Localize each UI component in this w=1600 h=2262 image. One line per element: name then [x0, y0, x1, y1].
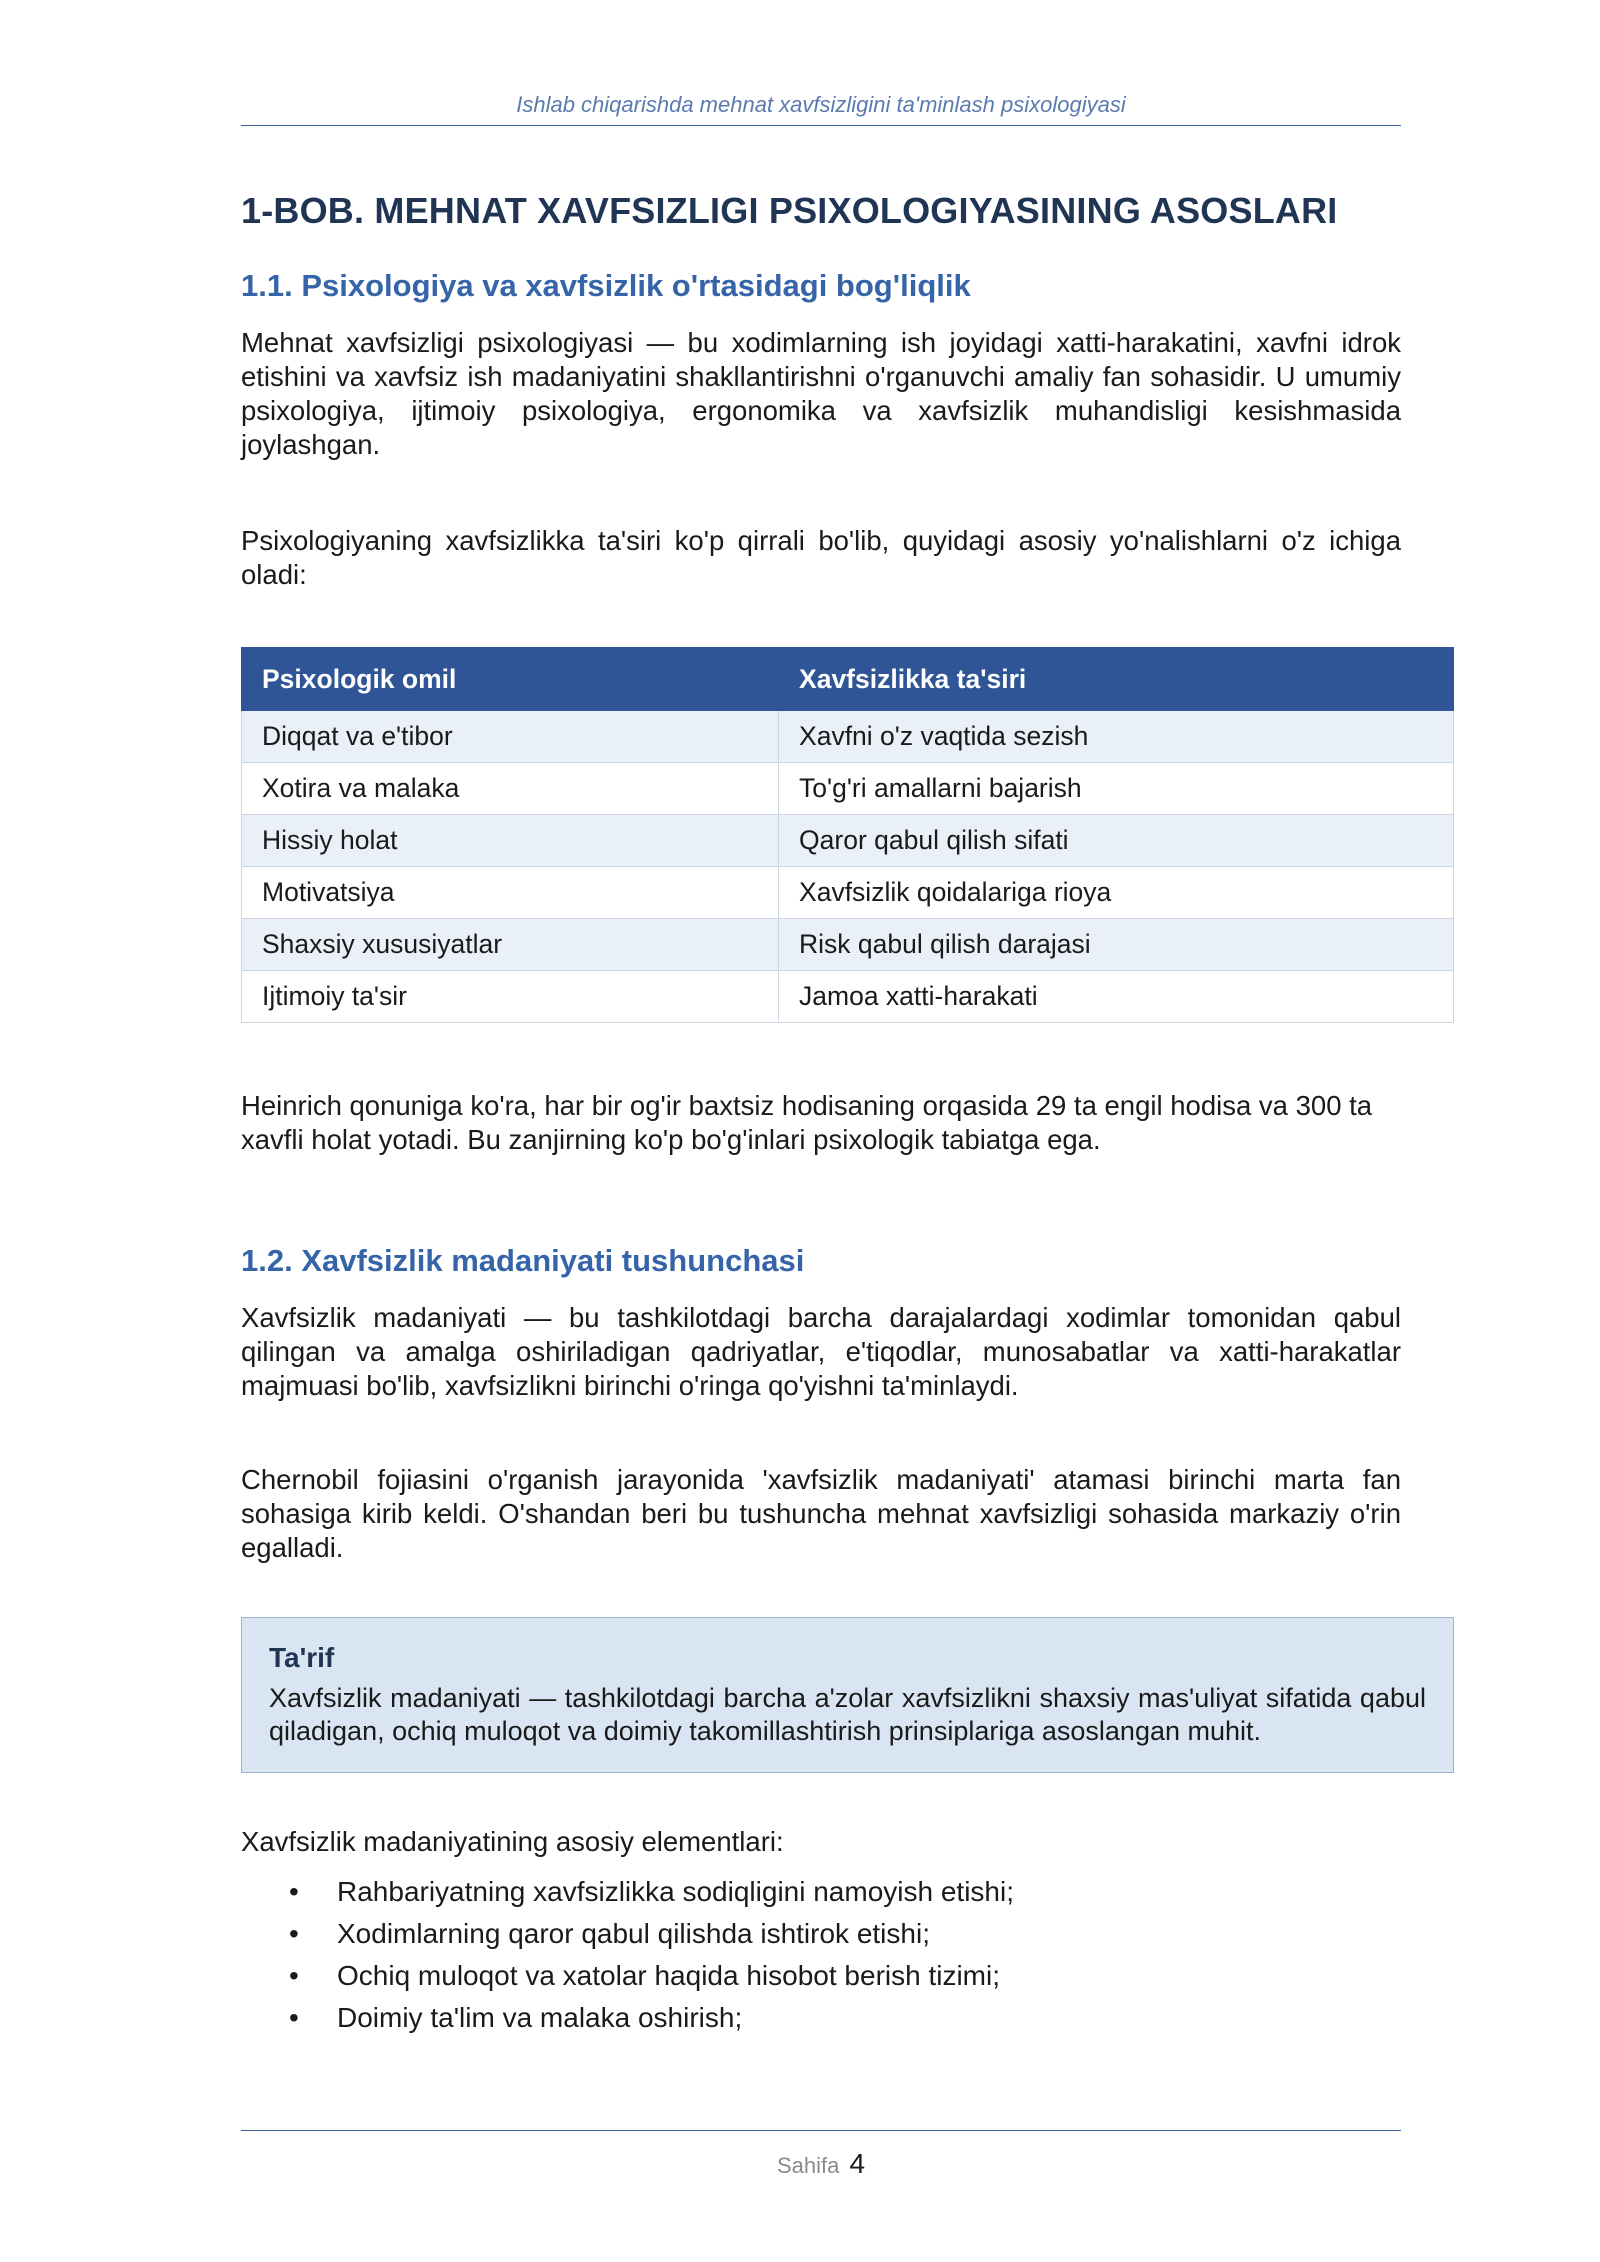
list-item [241, 1955, 1401, 1997]
header-divider [241, 125, 1401, 126]
definition-title: Ta'rif [269, 1642, 335, 1673]
table-cell: To'g'ri amallarni bajarish [779, 763, 1454, 815]
paragraph: Psixologiyaning xavfsizlikka ta'siri ko'p qirrali bo'lib, quyidagi asosiy yo'nalishlarni o'z ichiga oladi: [241, 525, 1401, 590]
table-row [242, 711, 1454, 763]
table-row [242, 971, 1454, 1023]
table-cell: Ijtimoiy ta'sir [242, 971, 779, 1023]
table-cell: Shaxsiy xususiyatlar [242, 919, 779, 971]
table-cell: Xavfni o'z vaqtida sezish [779, 711, 1454, 763]
bullet-icon: • [289, 2002, 299, 2033]
list-item-text: Doimiy ta'lim va malaka oshirish; [337, 2002, 743, 2033]
footer-label: Sahifa [776, 2153, 840, 2178]
list-item [241, 1997, 1401, 2039]
bullet-icon: • [289, 1960, 299, 1991]
chapter-title: 1-BOB. MEHNAT XAVFSIZLIGI PSIXOLOGIYASINING ASOSLARI [241, 190, 1338, 231]
list-item-text: Xodimlarning qaror qabul qilishda ishtirok etishi; [337, 1918, 930, 1949]
table-cell: Hissiy holat [242, 815, 779, 867]
table-cell: Jamoa xatti-harakati [779, 971, 1454, 1023]
page-content [241, 190, 1426, 2039]
table-row [242, 919, 1454, 971]
table-row [242, 763, 1454, 815]
list-item-text: Rahbariyatning xavfsizlikka sodiqligini namoyish etishi; [337, 1876, 1014, 1907]
table-header-row [242, 648, 1454, 711]
bullet-icon: • [289, 1876, 299, 1907]
definition-text: Xavfsizlik madaniyati — tashkilotdagi barcha a'zolar xavfsizlikni shaxsiy mas'uliyat sifatida qabul qiladigan, ochiq muloqot va doimiy takomillashtirish prinsiplariga asoslangan muhit. [269, 1683, 1426, 1746]
psychological-factors-table [241, 647, 1454, 1023]
page-number: 4 [849, 2148, 866, 2179]
table-cell: Xavfsizlik qoidalariga rioya [779, 867, 1454, 919]
footer-divider [241, 2130, 1401, 2131]
definition-box [241, 1617, 1454, 1773]
bullet-icon: • [289, 1918, 299, 1949]
paragraph: Xavfsizlik madaniyati — bu tashkilotdagi barcha darajalardagi xodimlar tomonidan qabul qilingan va amalga oshiriladigan qadriyatlar, e'tiqodlar, munosabatlar va xatti-harakatlar majmuasi bo'lib, xavfsizlikni birinchi o'ringa qo'yishni ta'minlaydi. [241, 1302, 1401, 1401]
paragraph: Chernobil fojiasini o'rganish jarayonida 'xavfsizlik madaniyati' atamasi birinchi marta fan sohasiga kirib keldi. O'shandan beri bu tushuncha mehnat xavfsizligi sohasida markaziy o'rin egalladi. [241, 1464, 1401, 1563]
table-row [242, 867, 1454, 919]
table-cell: Xotira va malaka [242, 763, 779, 815]
table-cell: Risk qabul qilish darajasi [779, 919, 1454, 971]
table-cell: Motivatsiya [242, 867, 779, 919]
list-intro: Xavfsizlik madaniyatining asosiy elementlari: [241, 1826, 784, 1857]
paragraph: Mehnat xavfsizligi psixologiyasi — bu xodimlarning ish joyidagi xatti-harakatini, xavfni idrok etishini va xavfsiz ish madaniyatini shakllantirishni o'rganuvchi amaliy fan sohasidir. U umumiy psixologiya, ijtimoiy psixologiya, ergonomika va xavfsizlik muhandisligi kesishmasida joylashgan. [241, 327, 1401, 460]
list-item [241, 1913, 1401, 1955]
table-row [242, 815, 1454, 867]
table-header-cell: Xavfsizlikka ta'siri [779, 648, 1454, 711]
running-header: Ishlab chiqarishda mehnat xavfsizligini ta'minlash psixologiyasi [516, 92, 1126, 117]
table-header-cell: Psixologik omil [242, 648, 779, 711]
list-item [241, 1871, 1401, 1913]
table-cell: Diqqat va e'tibor [242, 711, 779, 763]
paragraph: Heinrich qonuniga ko'ra, har bir og'ir baxtsiz hodisaning orqasida 29 ta engil hodisa va 300 ta xavfli holat yotadi. Bu zanjirning ko'p bo'g'inlari psixologik tabiatga ega. [241, 1090, 1373, 1155]
list-item-text: Ochiq muloqot va xatolar haqida hisobot berish tizimi; [337, 1960, 1001, 1991]
elements-list [241, 1871, 1401, 2039]
table-cell: Qaror qabul qilish sifati [779, 815, 1454, 867]
section-title-1-2: 1.2. Xavfsizlik madaniyati tushunchasi [241, 1243, 805, 1278]
section-title-1-1: 1.1. Psixologiya va xavfsizlik o'rtasidagi bog'liqlik [241, 268, 971, 303]
page-footer [241, 2148, 1401, 2180]
